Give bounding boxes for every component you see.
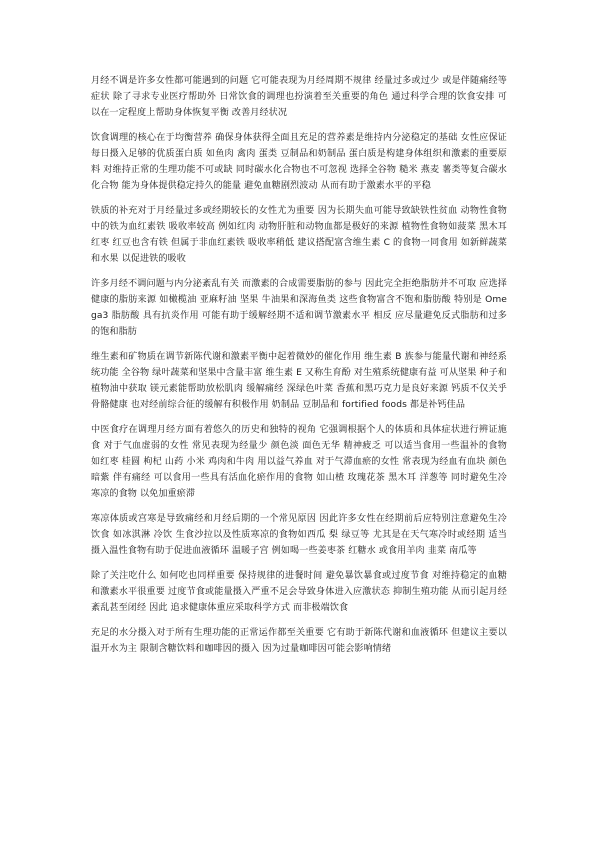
paragraph-balanced-nutrition: 饮食调理的核心在于均衡营养 确保身体获得全面且充足的营养素是维持内分泌稳定的基础 女性应保证每日摄入足够的优质蛋白质 如鱼肉 禽肉 蛋类 豆制品和奶制品 蛋白质是构建身体组织和激素的重要原料 对维持正常的生理功能不可或缺 同时碳水化合物也不可忽视 选择全谷物 糙米 燕麦 薯类等复合碳水化合物 能为身体提供稳定持久的能量 避免血糖剧烈波动 从而有助于激素水平的平稳: [91, 133, 507, 191]
paragraph-healthy-fats: 许多月经不调问题与内分泌紊乱有关 而激素的合成需要脂肪的参与 因此完全拒绝脂肪并不可取 应选择健康的脂肪来源 如橄榄油 亚麻籽油 坚果 牛油果和深海鱼类 这些食物富含不饱和脂肪酸 特别是 Omega3 脂肪酸 具有抗炎作用 可能有助于缓解经期不适和调节激素水平 相反 应尽量避免反式脂肪和过多的饱和脂肪: [91, 279, 507, 337]
paragraph-tcm-diet: 中医食疗在调理月经方面有着悠久的历史和独特的视角 它强调根据个人的体质和具体症状进行辨证施食 对于气血虚弱的女性 常见表现为经量少 颜色淡 面色无华 精神疲乏 可以适当食用一些温补的食物 如红枣 桂圆 枸杞 山药 小米 鸡肉和牛肉 用以益气养血 对于气滞血瘀的女性 常表现为经血有血块 颜色暗紫 伴有痛经 可以食用一些具有活血化瘀作用的食物 如山楂 玫瑰花茶 黑木耳 洋葱等 同时避免生冷寒凉的食物 以免加重瘀滞: [91, 425, 507, 499]
paragraph-cold-constitution: 寒凉体质或宫寒是导致痛经和月经后期的一个常见原因 因此许多女性在经期前后应特别注意避免生冷饮食 如冰淇淋 冷饮 生食沙拉以及性质寒凉的食物如西瓜 梨 绿豆等 尤其是在天气寒冷时或经期 适当摄入温性食物有助于促进血液循环 温暖子宫 例如喝一些姜枣茶 红糖水 或食用羊肉 韭菜 南瓜等: [91, 514, 507, 556]
paragraph-eating-habits: 除了关注吃什么 如何吃也同样重要 保持规律的进餐时间 避免暴饮暴食或过度节食 对维持稳定的血糖和激素水平很重要 过度节食或能量摄入严重不足会导致身体进入应激状态 抑制生殖功能 从而引起月经紊乱甚至闭经 因此 追求健康体重应采取科学方式 而非极端饮食: [91, 571, 507, 613]
paragraph-intro: 月经不调是许多女性都可能遇到的问题 它可能表现为月经周期不规律 经量过多或过少 或是伴随痛经等症状 除了寻求专业医疗帮助外 日常饮食的调理也扮演着至关重要的角色 通过科学合理的饮食安排 可以在一定程度上帮助身体恢复平衡 改善月经状况: [91, 76, 507, 118]
paragraph-iron: 铁质的补充对于月经量过多或经期较长的女性尤为重要 因为长期失血可能导致缺铁性贫血 动物性食物中的铁为血红素铁 吸收率较高 例如红肉 动物肝脏和动物血都是极好的来源 植物性食物如菠菜 黑木耳 红枣 红豆也含有铁 但属于非血红素铁 吸收率稍低 建议搭配富含维生素 C 的食物一同食用 如新鲜蔬菜和水果 以促进铁的吸收: [91, 206, 507, 264]
paragraph-vitamins-minerals: 维生素和矿物质在调节新陈代谢和激素平衡中起着微妙的催化作用 维生素 B 族参与能量代谢和神经系统功能 全谷物 绿叶蔬菜和坚果中含量丰富 维生素 E 又称生育酚 对生殖系统健康有益 可从坚果 种子和植物油中获取 镁元素能帮助放松肌肉 缓解痛经 深绿色叶菜 香蕉和黑巧克力是良好来源 钙质不仅关乎骨骼健康 也对经前综合征的缓解有积极作用 奶制品 豆制品和 fortified foods 都是补钙佳品: [91, 352, 507, 410]
document-body: [91, 73, 507, 657]
paragraph-hydration: 充足的水分摄入对于所有生理功能的正常运作都至关重要 它有助于新陈代谢和血液循环 但建议主要以温开水为主 限制含糖饮料和咖啡因的摄入 因为过量咖啡因可能会影响情绪: [91, 628, 507, 654]
